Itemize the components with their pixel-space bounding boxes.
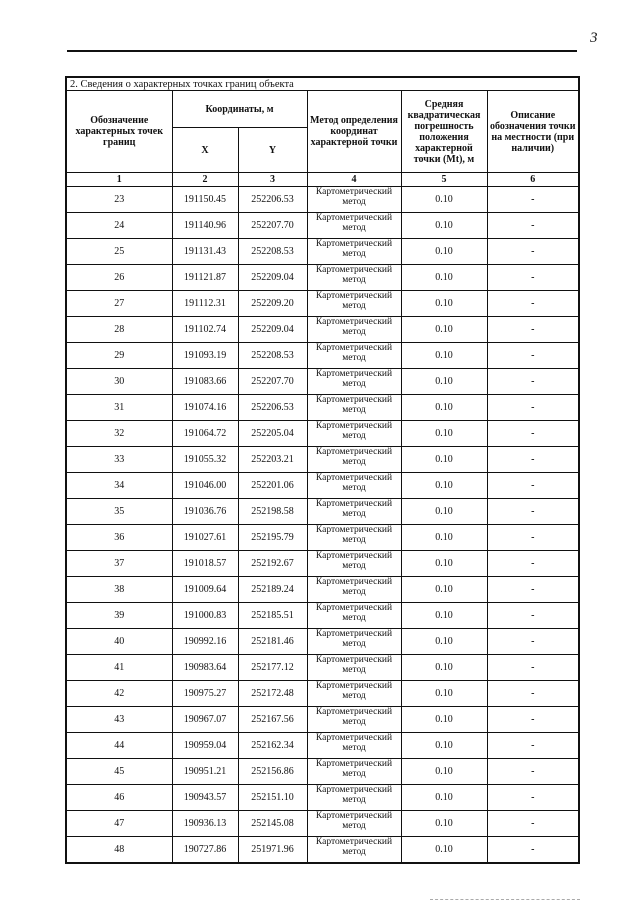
- error-cell: 0.10: [401, 811, 487, 837]
- x-coordinate-cell: 191055.32: [172, 447, 238, 473]
- point-cell: 44: [66, 733, 172, 759]
- description-cell: -: [487, 785, 579, 811]
- description-cell: -: [487, 577, 579, 603]
- table-row: [66, 421, 579, 447]
- y-coordinate-cell: 252189.24: [238, 577, 307, 603]
- error-cell: 0.10: [401, 785, 487, 811]
- table-row: [66, 317, 579, 343]
- table-row: [66, 447, 579, 473]
- x-coordinate-cell: 191131.43: [172, 239, 238, 265]
- method-cell: Картометрический метод: [307, 525, 401, 551]
- method-cell: Картометрический метод: [307, 603, 401, 629]
- y-coordinate-cell: 252151.10: [238, 785, 307, 811]
- error-cell: 0.10: [401, 447, 487, 473]
- point-cell: 34: [66, 473, 172, 499]
- header-x: X: [172, 128, 238, 173]
- method-cell: Картометрический метод: [307, 837, 401, 864]
- y-coordinate-cell: 252198.58: [238, 499, 307, 525]
- error-cell: 0.10: [401, 265, 487, 291]
- table-row: [66, 525, 579, 551]
- header-method: Метод определения координат характерной точки: [307, 91, 401, 173]
- table-row: [66, 759, 579, 785]
- x-coordinate-cell: 190983.64: [172, 655, 238, 681]
- point-cell: 42: [66, 681, 172, 707]
- description-cell: -: [487, 499, 579, 525]
- y-coordinate-cell: 252172.48: [238, 681, 307, 707]
- header-point: Обозначение характерных точек границ: [66, 91, 172, 173]
- table-row: [66, 213, 579, 239]
- description-cell: -: [487, 733, 579, 759]
- x-coordinate-cell: 191093.19: [172, 343, 238, 369]
- error-cell: 0.10: [401, 577, 487, 603]
- point-cell: 47: [66, 811, 172, 837]
- header-error: Средняя квадратическая погрешность положения характерной точки (Mt), м: [401, 91, 487, 173]
- y-coordinate-cell: 252207.70: [238, 369, 307, 395]
- description-cell: -: [487, 187, 579, 213]
- method-cell: Картометрический метод: [307, 759, 401, 785]
- column-numbers-row: [66, 173, 579, 187]
- bottom-rule: [430, 899, 580, 900]
- description-cell: -: [487, 473, 579, 499]
- table-row: [66, 577, 579, 603]
- y-coordinate-cell: 252201.06: [238, 473, 307, 499]
- description-cell: -: [487, 707, 579, 733]
- x-coordinate-cell: 190959.04: [172, 733, 238, 759]
- x-coordinate-cell: 191046.00: [172, 473, 238, 499]
- description-cell: -: [487, 447, 579, 473]
- description-cell: -: [487, 369, 579, 395]
- y-coordinate-cell: 252206.53: [238, 395, 307, 421]
- x-coordinate-cell: 191150.45: [172, 187, 238, 213]
- point-cell: 30: [66, 369, 172, 395]
- method-cell: Картометрический метод: [307, 551, 401, 577]
- table-row: [66, 603, 579, 629]
- x-coordinate-cell: 190992.16: [172, 629, 238, 655]
- method-cell: Картометрический метод: [307, 707, 401, 733]
- error-cell: 0.10: [401, 707, 487, 733]
- column-number: 5: [401, 173, 487, 187]
- y-coordinate-cell: 252209.04: [238, 317, 307, 343]
- x-coordinate-cell: 191083.66: [172, 369, 238, 395]
- x-coordinate-cell: 190975.27: [172, 681, 238, 707]
- description-cell: -: [487, 317, 579, 343]
- point-cell: 29: [66, 343, 172, 369]
- error-cell: 0.10: [401, 317, 487, 343]
- method-cell: Картометрический метод: [307, 395, 401, 421]
- error-cell: 0.10: [401, 733, 487, 759]
- y-coordinate-cell: 252208.53: [238, 239, 307, 265]
- description-cell: -: [487, 759, 579, 785]
- y-coordinate-cell: 252181.46: [238, 629, 307, 655]
- table-row: [66, 629, 579, 655]
- column-number: 3: [238, 173, 307, 187]
- x-coordinate-cell: 190967.07: [172, 707, 238, 733]
- description-cell: -: [487, 811, 579, 837]
- error-cell: 0.10: [401, 343, 487, 369]
- table-row: [66, 265, 579, 291]
- table-row: [66, 369, 579, 395]
- method-cell: Картометрический метод: [307, 473, 401, 499]
- point-cell: 38: [66, 577, 172, 603]
- column-number: 6: [487, 173, 579, 187]
- error-cell: 0.10: [401, 629, 487, 655]
- table-row: [66, 473, 579, 499]
- y-coordinate-cell: 251971.96: [238, 837, 307, 864]
- y-coordinate-cell: 252209.04: [238, 265, 307, 291]
- x-coordinate-cell: 191074.16: [172, 395, 238, 421]
- header-y: Y: [238, 128, 307, 173]
- x-coordinate-cell: 190936.13: [172, 811, 238, 837]
- point-cell: 40: [66, 629, 172, 655]
- point-cell: 41: [66, 655, 172, 681]
- error-cell: 0.10: [401, 499, 487, 525]
- point-cell: 36: [66, 525, 172, 551]
- method-cell: Картометрический метод: [307, 811, 401, 837]
- x-coordinate-cell: 191000.83: [172, 603, 238, 629]
- point-cell: 31: [66, 395, 172, 421]
- description-cell: -: [487, 551, 579, 577]
- point-cell: 23: [66, 187, 172, 213]
- description-cell: -: [487, 525, 579, 551]
- table-row: [66, 733, 579, 759]
- error-cell: 0.10: [401, 551, 487, 577]
- description-cell: -: [487, 291, 579, 317]
- y-coordinate-cell: 252167.56: [238, 707, 307, 733]
- description-cell: -: [487, 681, 579, 707]
- error-cell: 0.10: [401, 187, 487, 213]
- description-cell: -: [487, 629, 579, 655]
- table-row: [66, 499, 579, 525]
- column-number: 1: [66, 173, 172, 187]
- description-cell: -: [487, 265, 579, 291]
- error-cell: 0.10: [401, 239, 487, 265]
- description-cell: -: [487, 213, 579, 239]
- method-cell: Картометрический метод: [307, 577, 401, 603]
- header-description: Описание обозначения точки на местности (при наличии): [487, 91, 579, 173]
- error-cell: 0.10: [401, 473, 487, 499]
- y-coordinate-cell: 252192.67: [238, 551, 307, 577]
- y-coordinate-cell: 252208.53: [238, 343, 307, 369]
- point-cell: 33: [66, 447, 172, 473]
- y-coordinate-cell: 252209.20: [238, 291, 307, 317]
- point-cell: 45: [66, 759, 172, 785]
- boundary-points-table: [65, 76, 580, 864]
- table-row: [66, 395, 579, 421]
- table-row: [66, 187, 579, 213]
- y-coordinate-cell: 252185.51: [238, 603, 307, 629]
- point-cell: 37: [66, 551, 172, 577]
- method-cell: Картометрический метод: [307, 421, 401, 447]
- x-coordinate-cell: 191112.31: [172, 291, 238, 317]
- header-coordinates: Координаты, м: [172, 91, 307, 128]
- table-row: [66, 343, 579, 369]
- description-cell: -: [487, 603, 579, 629]
- section-title: 2. Сведения о характерных точках границ объекта: [66, 77, 579, 91]
- x-coordinate-cell: 191018.57: [172, 551, 238, 577]
- y-coordinate-cell: 252162.34: [238, 733, 307, 759]
- table-row: [66, 239, 579, 265]
- x-coordinate-cell: 191009.64: [172, 577, 238, 603]
- method-cell: Картометрический метод: [307, 265, 401, 291]
- y-coordinate-cell: 252206.53: [238, 187, 307, 213]
- x-coordinate-cell: 190943.57: [172, 785, 238, 811]
- table-row: [66, 655, 579, 681]
- y-coordinate-cell: 252156.86: [238, 759, 307, 785]
- point-cell: 35: [66, 499, 172, 525]
- x-coordinate-cell: 191036.76: [172, 499, 238, 525]
- column-number: 4: [307, 173, 401, 187]
- error-cell: 0.10: [401, 603, 487, 629]
- method-cell: Картометрический метод: [307, 291, 401, 317]
- point-cell: 27: [66, 291, 172, 317]
- point-cell: 26: [66, 265, 172, 291]
- point-cell: 43: [66, 707, 172, 733]
- table-row: [66, 681, 579, 707]
- x-coordinate-cell: 191121.87: [172, 265, 238, 291]
- point-cell: 25: [66, 239, 172, 265]
- method-cell: Картометрический метод: [307, 629, 401, 655]
- y-coordinate-cell: 252195.79: [238, 525, 307, 551]
- method-cell: Картометрический метод: [307, 499, 401, 525]
- method-cell: Картометрический метод: [307, 239, 401, 265]
- description-cell: -: [487, 655, 579, 681]
- description-cell: -: [487, 837, 579, 864]
- method-cell: Картометрический метод: [307, 733, 401, 759]
- method-cell: Картометрический метод: [307, 785, 401, 811]
- error-cell: 0.10: [401, 681, 487, 707]
- description-cell: -: [487, 421, 579, 447]
- table-row: [66, 837, 579, 864]
- point-cell: 28: [66, 317, 172, 343]
- method-cell: Картометрический метод: [307, 187, 401, 213]
- error-cell: 0.10: [401, 369, 487, 395]
- top-rule: [67, 50, 577, 52]
- page-number: 3: [590, 30, 598, 46]
- x-coordinate-cell: 191102.74: [172, 317, 238, 343]
- method-cell: Картометрический метод: [307, 343, 401, 369]
- error-cell: 0.10: [401, 655, 487, 681]
- error-cell: 0.10: [401, 395, 487, 421]
- table-row: [66, 551, 579, 577]
- point-cell: 46: [66, 785, 172, 811]
- description-cell: -: [487, 395, 579, 421]
- point-cell: 39: [66, 603, 172, 629]
- table-row: [66, 785, 579, 811]
- method-cell: Картометрический метод: [307, 655, 401, 681]
- x-coordinate-cell: 190951.21: [172, 759, 238, 785]
- method-cell: Картометрический метод: [307, 317, 401, 343]
- point-cell: 48: [66, 837, 172, 864]
- method-cell: Картометрический метод: [307, 213, 401, 239]
- x-coordinate-cell: 190727.86: [172, 837, 238, 864]
- table-row: [66, 811, 579, 837]
- x-coordinate-cell: 191064.72: [172, 421, 238, 447]
- y-coordinate-cell: 252203.21: [238, 447, 307, 473]
- x-coordinate-cell: 191140.96: [172, 213, 238, 239]
- method-cell: Картометрический метод: [307, 681, 401, 707]
- description-cell: -: [487, 343, 579, 369]
- method-cell: Картометрический метод: [307, 369, 401, 395]
- method-cell: Картометрический метод: [307, 447, 401, 473]
- table-row: [66, 707, 579, 733]
- point-cell: 32: [66, 421, 172, 447]
- table-row: [66, 291, 579, 317]
- error-cell: 0.10: [401, 837, 487, 864]
- y-coordinate-cell: 252205.04: [238, 421, 307, 447]
- error-cell: 0.10: [401, 213, 487, 239]
- point-cell: 24: [66, 213, 172, 239]
- error-cell: 0.10: [401, 291, 487, 317]
- column-number: 2: [172, 173, 238, 187]
- error-cell: 0.10: [401, 421, 487, 447]
- y-coordinate-cell: 252145.08: [238, 811, 307, 837]
- y-coordinate-cell: 252177.12: [238, 655, 307, 681]
- error-cell: 0.10: [401, 759, 487, 785]
- error-cell: 0.10: [401, 525, 487, 551]
- x-coordinate-cell: 191027.61: [172, 525, 238, 551]
- y-coordinate-cell: 252207.70: [238, 213, 307, 239]
- description-cell: -: [487, 239, 579, 265]
